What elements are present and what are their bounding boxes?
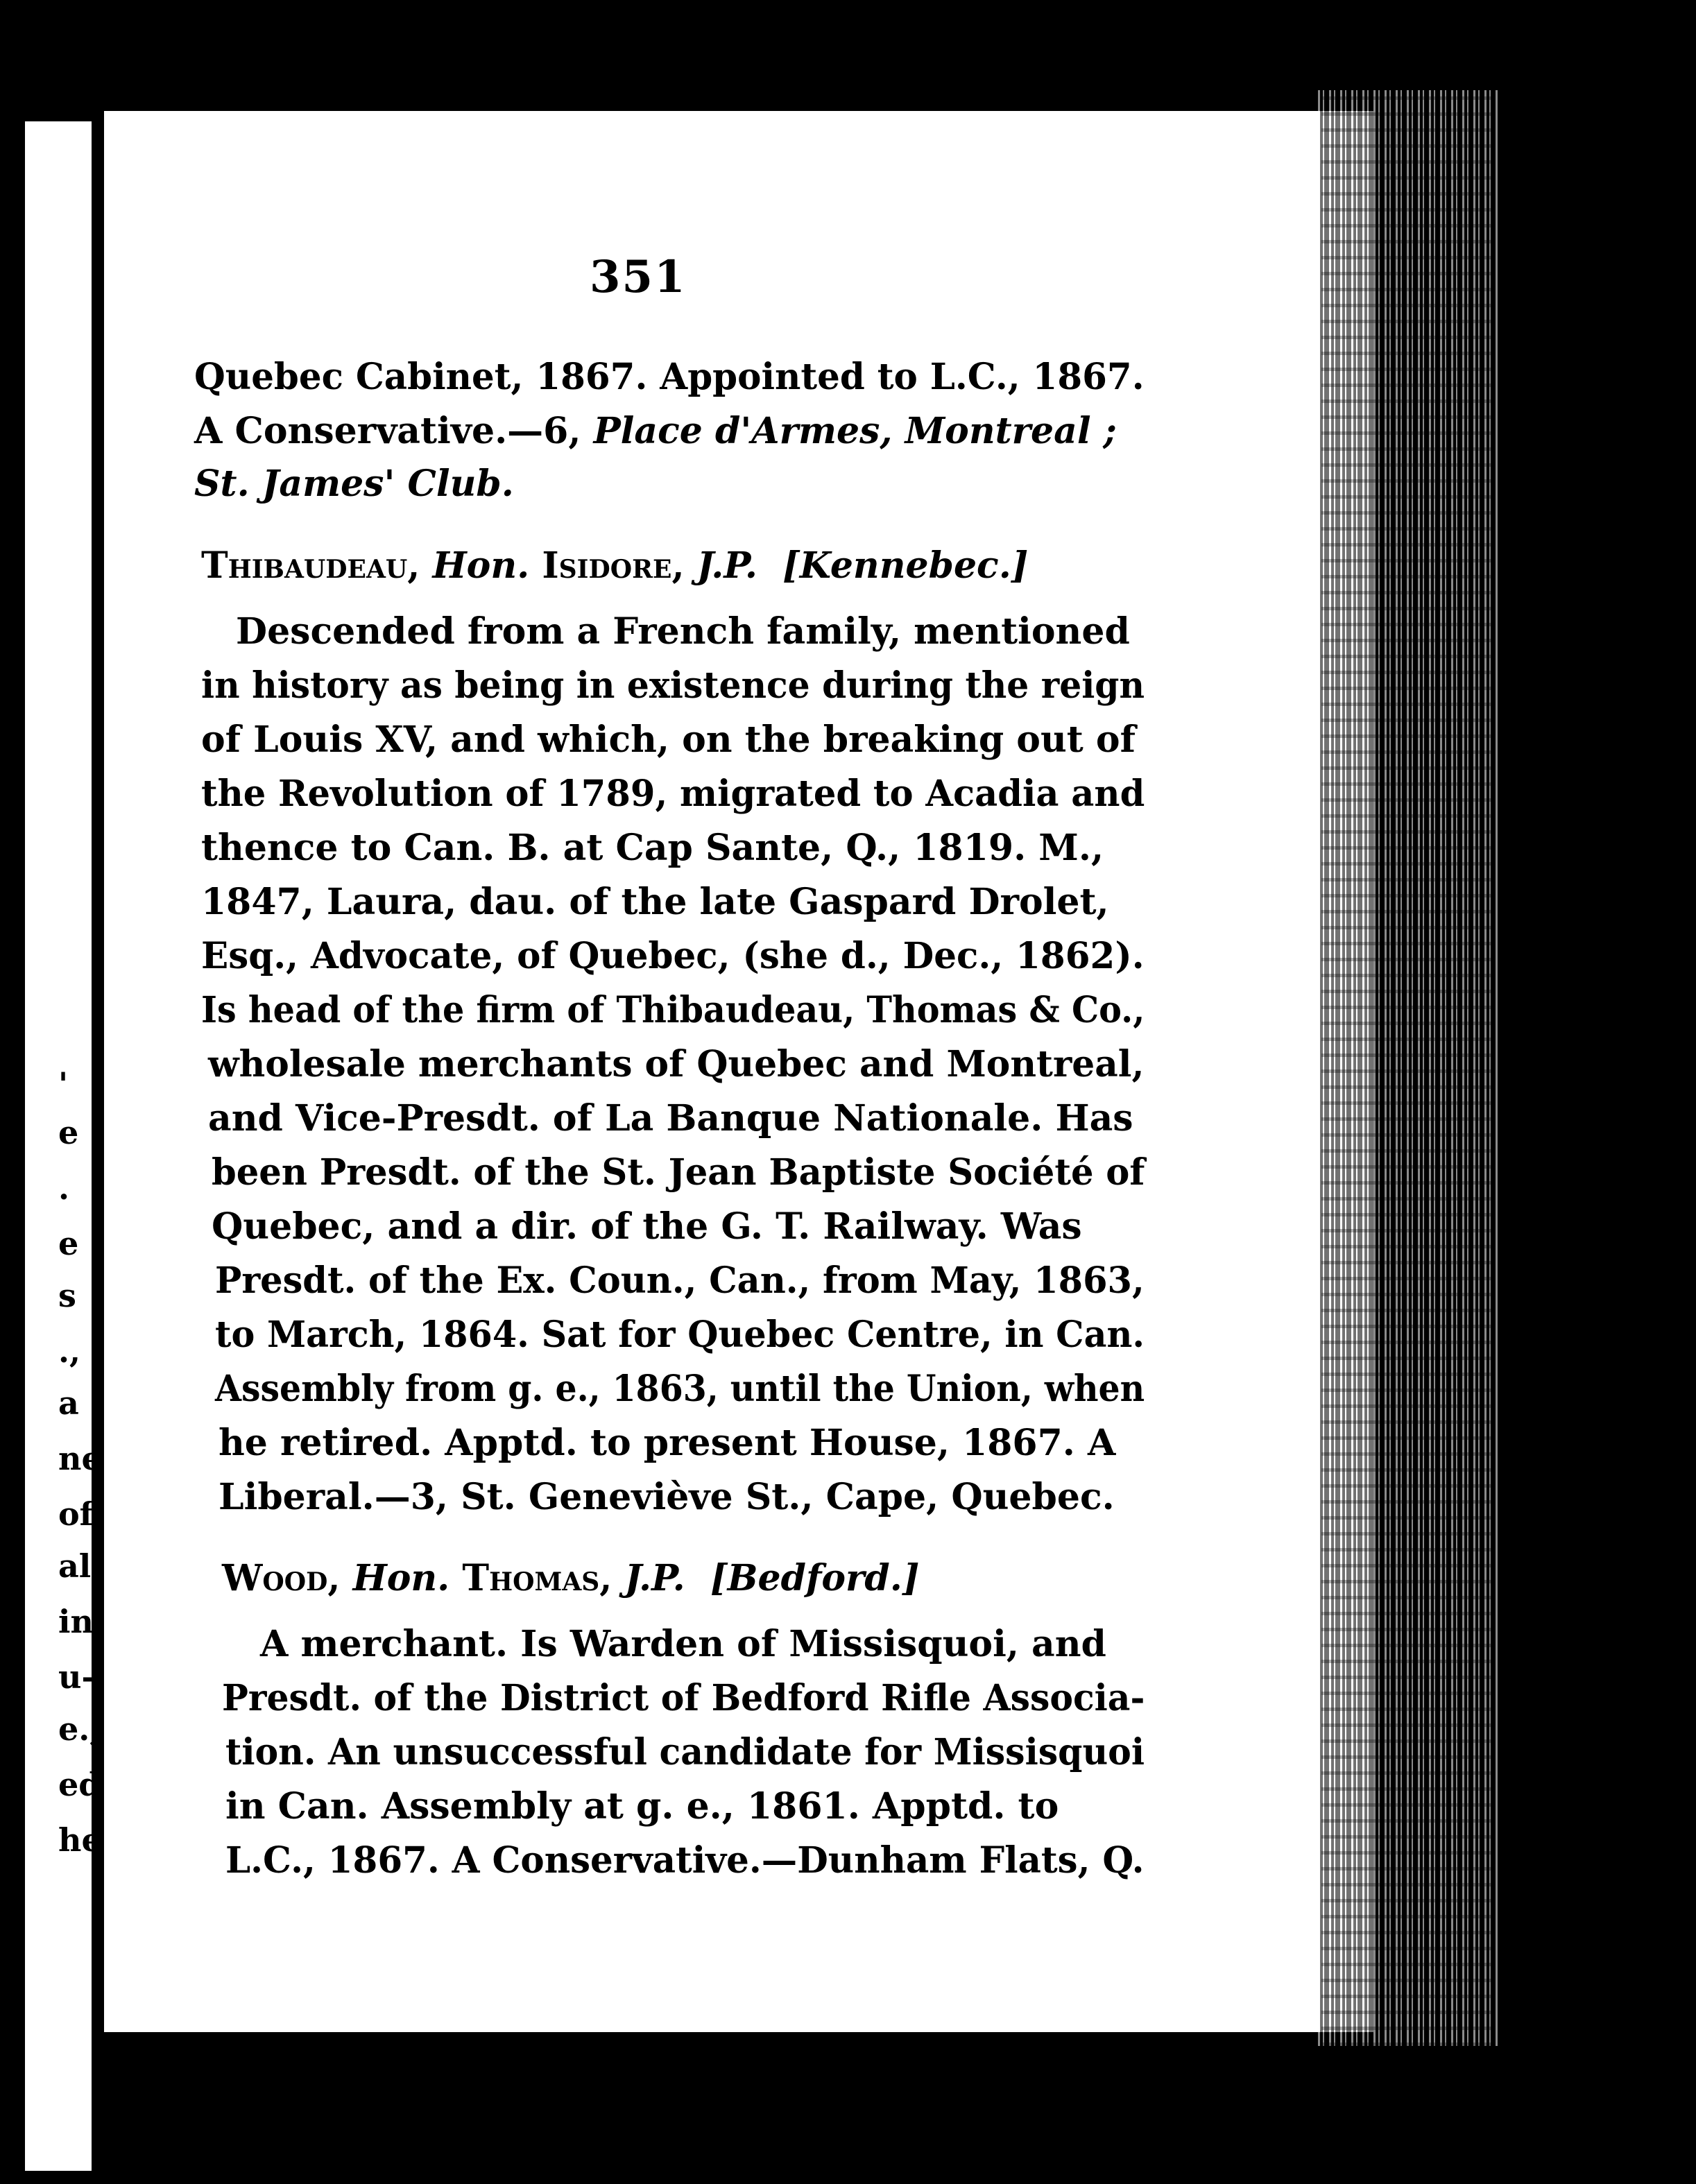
- entry-line: Presdt. of the Ex. Coun., Can., from May, 1863,: [215, 1259, 1145, 1302]
- entry-line: Esq., Advocate, of Quebec, (she d., Dec., 1862).: [201, 935, 1145, 977]
- entry-heading-wood: [222, 1557, 920, 1599]
- continuation-line: [194, 410, 1117, 452]
- entry-line: thence to Can. B. at Cap Sante, Q., 1819. M.,: [201, 827, 1104, 869]
- entry-line: L.C., 1867. A Conservative.—Dunham Flats, Q.: [225, 1839, 1145, 1882]
- left-fragment: he: [58, 1821, 102, 1859]
- continuation-address: Place d'Armes, Montreal ;: [593, 410, 1117, 452]
- continuation-text: Quebec Cabinet, 1867. Appointed to L.C., 1867.: [194, 356, 1145, 398]
- entry-heading-thibaudeau: [201, 544, 1029, 587]
- entry-postnominal: J.P.: [696, 544, 757, 587]
- left-fragment: ne: [58, 1440, 102, 1477]
- left-fragment: ': [58, 1065, 69, 1103]
- entry-line: the Revolution of 1789, migrated to Acadia and: [201, 773, 1145, 815]
- entry-line: he retired. Apptd. to present House, 1867. A: [219, 1422, 1116, 1464]
- left-fragment: ed: [58, 1766, 101, 1803]
- entry-line: of Louis XV, and which, on the breaking out of: [201, 719, 1136, 761]
- page-number: 351: [590, 251, 687, 303]
- left-fragment: .: [58, 1169, 70, 1207]
- continuation-club: St. James' Club.: [194, 463, 514, 505]
- left-fragment: e: [58, 1225, 79, 1262]
- entry-line: Descended from a French family, mentioned: [236, 610, 1130, 653]
- left-fragment: of: [58, 1495, 94, 1533]
- entry-line: in Can. Assembly at g. e., 1861. Apptd. to: [225, 1785, 1059, 1828]
- entry-division: [Kennebec.]: [782, 544, 1029, 587]
- entry-surname: Thibaudeau,: [201, 544, 420, 587]
- left-fragment: e.,: [58, 1710, 101, 1748]
- page-edge-noise-2: [1321, 90, 1495, 2046]
- entry-line: A merchant. Is Warden of Missisquoi, and: [260, 1623, 1106, 1665]
- entry-line: wholesale merchants of Quebec and Montreal,: [208, 1043, 1145, 1085]
- entry-line: Presdt. of the District of Bedford Rifle Associa-: [222, 1677, 1145, 1719]
- entry-line: and Vice-Presdt. of La Banque Nationale. Has: [208, 1097, 1133, 1140]
- left-fragment: a: [58, 1384, 79, 1422]
- continuation-line: [194, 463, 514, 505]
- entry-line: Quebec, and a dir. of the G. T. Railway. Was: [212, 1205, 1082, 1248]
- left-fragment: s: [58, 1277, 76, 1314]
- entry-line: Liberal.—3, St. Geneviève St., Cape, Quebec.: [219, 1476, 1115, 1518]
- continuation-text: A Conservative.—6,: [194, 410, 594, 452]
- entry-line: in history as being in existence during the reign: [201, 664, 1145, 707]
- left-fragment: in: [58, 1603, 94, 1640]
- entry-line: 1847, Laura, dau. of the late Gaspard Drolet,: [201, 881, 1109, 923]
- left-fragment: al: [58, 1547, 92, 1585]
- left-fragment: .,: [58, 1332, 81, 1370]
- continuation-line: [194, 356, 1145, 398]
- entry-postnominal: J.P.: [624, 1557, 685, 1599]
- left-fragment: u-: [58, 1658, 95, 1696]
- entry-line: been Presdt. of the St. Jean Baptiste Société of: [212, 1151, 1145, 1194]
- adjacent-page-shadow: [0, 121, 25, 2171]
- entry-surname: Wood,: [222, 1557, 341, 1599]
- entry-line: to March, 1864. Sat for Quebec Centre, in Can.: [215, 1314, 1145, 1356]
- entry-given-name: Thomas,: [462, 1557, 613, 1599]
- entry-title: Hon.: [352, 1557, 450, 1599]
- entry-line: Is head of the firm of Thibaudeau, Thomas & Co.,: [201, 989, 1145, 1031]
- entry-given-name: Isidore,: [542, 544, 685, 587]
- entry-line: tion. An unsuccessful candidate for Missisquoi: [225, 1731, 1145, 1773]
- left-fragment: e: [58, 1114, 79, 1151]
- entry-title: Hon.: [432, 544, 530, 587]
- entry-division: [Bedford.]: [710, 1557, 920, 1599]
- entry-line: Assembly from g. e., 1863, until the Union, when: [215, 1368, 1145, 1410]
